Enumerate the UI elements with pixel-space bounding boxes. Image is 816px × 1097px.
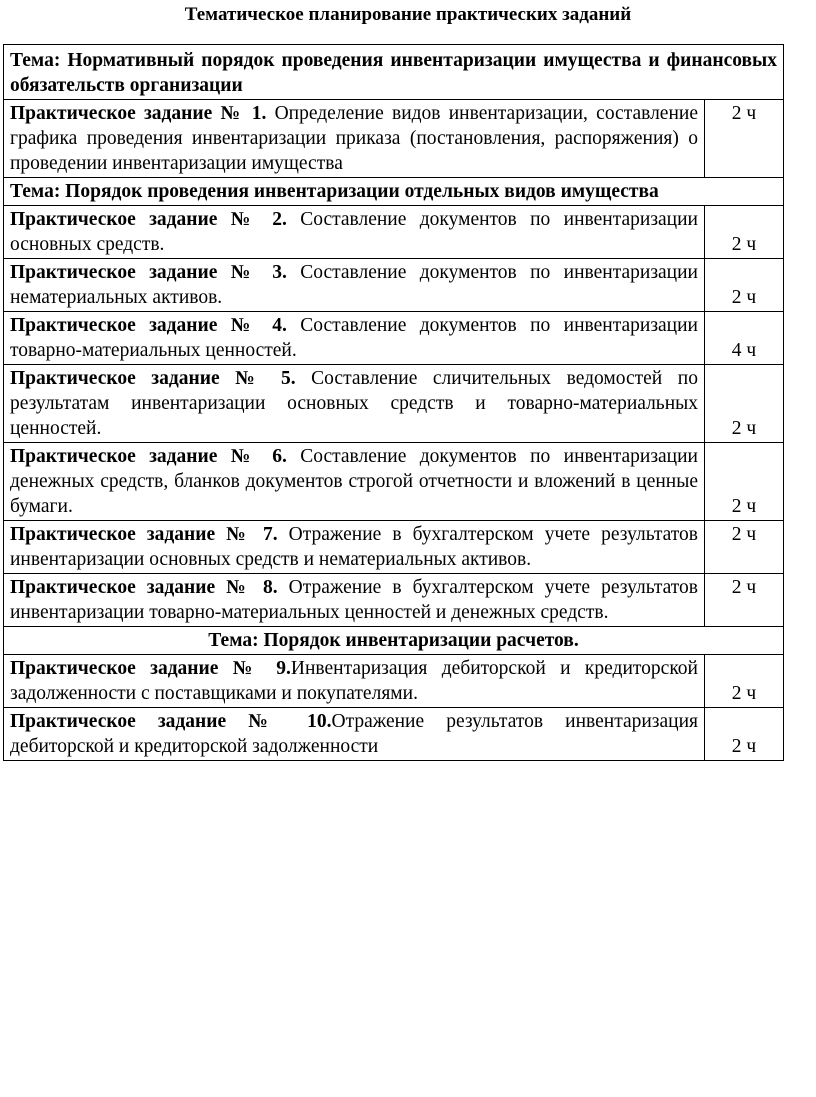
task-text: Отражение в бухгалтерском учете результатов инвентаризации товарно-материальных ценностей и денежных средств.: [10, 577, 698, 623]
task-hours: 2 ч: [705, 100, 784, 178]
task-text: Составление документов по инвентаризации денежных средств, бланков документов строгой отчетности и вложений в ценные бумаги.: [10, 446, 698, 517]
task-row: [4, 708, 784, 761]
task-label: Практическое задание № 7.: [10, 524, 278, 545]
task-description: [4, 655, 705, 708]
task-text: Составление документов по инвентаризации товарно-материальных ценностей.: [10, 315, 698, 361]
task-hours: 2 ч: [705, 521, 784, 574]
practical-tasks-table: [3, 44, 784, 761]
task-row: [4, 100, 784, 178]
task-hours: 2 ч: [705, 259, 784, 312]
task-label: Практическое задание № 9.: [10, 658, 291, 679]
task-text: Отражение в бухгалтерском учете результатов инвентаризации основных средств и нематериальных активов.: [10, 524, 698, 570]
task-description: [4, 365, 705, 443]
task-description: [4, 206, 705, 259]
task-description: [4, 259, 705, 312]
topic-row: [4, 45, 784, 100]
task-label: Практическое задание № 6.: [10, 446, 287, 467]
task-text: Составление документов по инвентаризации основных средств.: [10, 209, 698, 255]
task-hours: 2 ч: [705, 206, 784, 259]
task-description: [4, 443, 705, 521]
page-title: Тематическое планирование практических заданий: [184, 4, 632, 25]
topic-heading: Тема: Порядок проведения инвентаризации отдельных видов имущества: [4, 178, 784, 206]
task-label: Практическое задание № 10.: [10, 711, 332, 732]
task-label: Практическое задание № 8.: [10, 577, 278, 598]
task-text: Инвентаризация дебиторской и кредиторской задолженности с поставщиками и покупателями.: [10, 658, 698, 704]
task-label: Практическое задание № 3.: [10, 262, 287, 283]
task-text: Составление документов по инвентаризации нематериальных активов.: [10, 262, 698, 308]
task-description: [4, 312, 705, 365]
task-label: Практическое задание № 5.: [10, 368, 296, 389]
task-row: [4, 574, 784, 627]
task-row: [4, 655, 784, 708]
task-row: [4, 259, 784, 312]
topic-row: [4, 627, 784, 655]
task-text: Составление сличительных ведомостей по результатам инвентаризации основных средств и товарно-материальных ценностей.: [10, 368, 698, 439]
topic-heading: Тема: Порядок инвентаризации расчетов.: [4, 627, 784, 655]
task-row: [4, 443, 784, 521]
task-hours: 2 ч: [705, 443, 784, 521]
task-hours: 2 ч: [705, 365, 784, 443]
task-description: [4, 708, 705, 761]
task-label: Практическое задание № 4.: [10, 315, 287, 336]
task-hours: 2 ч: [705, 574, 784, 627]
task-description: [4, 521, 705, 574]
task-hours: 2 ч: [705, 655, 784, 708]
task-description: [4, 574, 705, 627]
task-description: [4, 100, 705, 178]
task-label: Практическое задание № 1.: [10, 103, 267, 124]
task-label: Практическое задание № 2.: [10, 209, 287, 230]
task-text: Определение видов инвентаризации, составление графика проведения инвентаризации приказа (постановления, распоряжения) о проведении инвентаризации имущества: [10, 103, 698, 174]
task-text: Отражение результатов инвентаризация дебиторской и кредиторской задолженности: [10, 711, 699, 757]
task-row: [4, 312, 784, 365]
task-row: [4, 521, 784, 574]
task-hours: 4 ч: [705, 312, 784, 365]
task-row: [4, 365, 784, 443]
topic-row: [4, 178, 784, 206]
task-hours: 2 ч: [705, 708, 784, 761]
topic-heading: Тема: Нормативный порядок проведения инвентаризации имущества и финансовых обязательств организации: [4, 45, 784, 100]
task-row: [4, 206, 784, 259]
